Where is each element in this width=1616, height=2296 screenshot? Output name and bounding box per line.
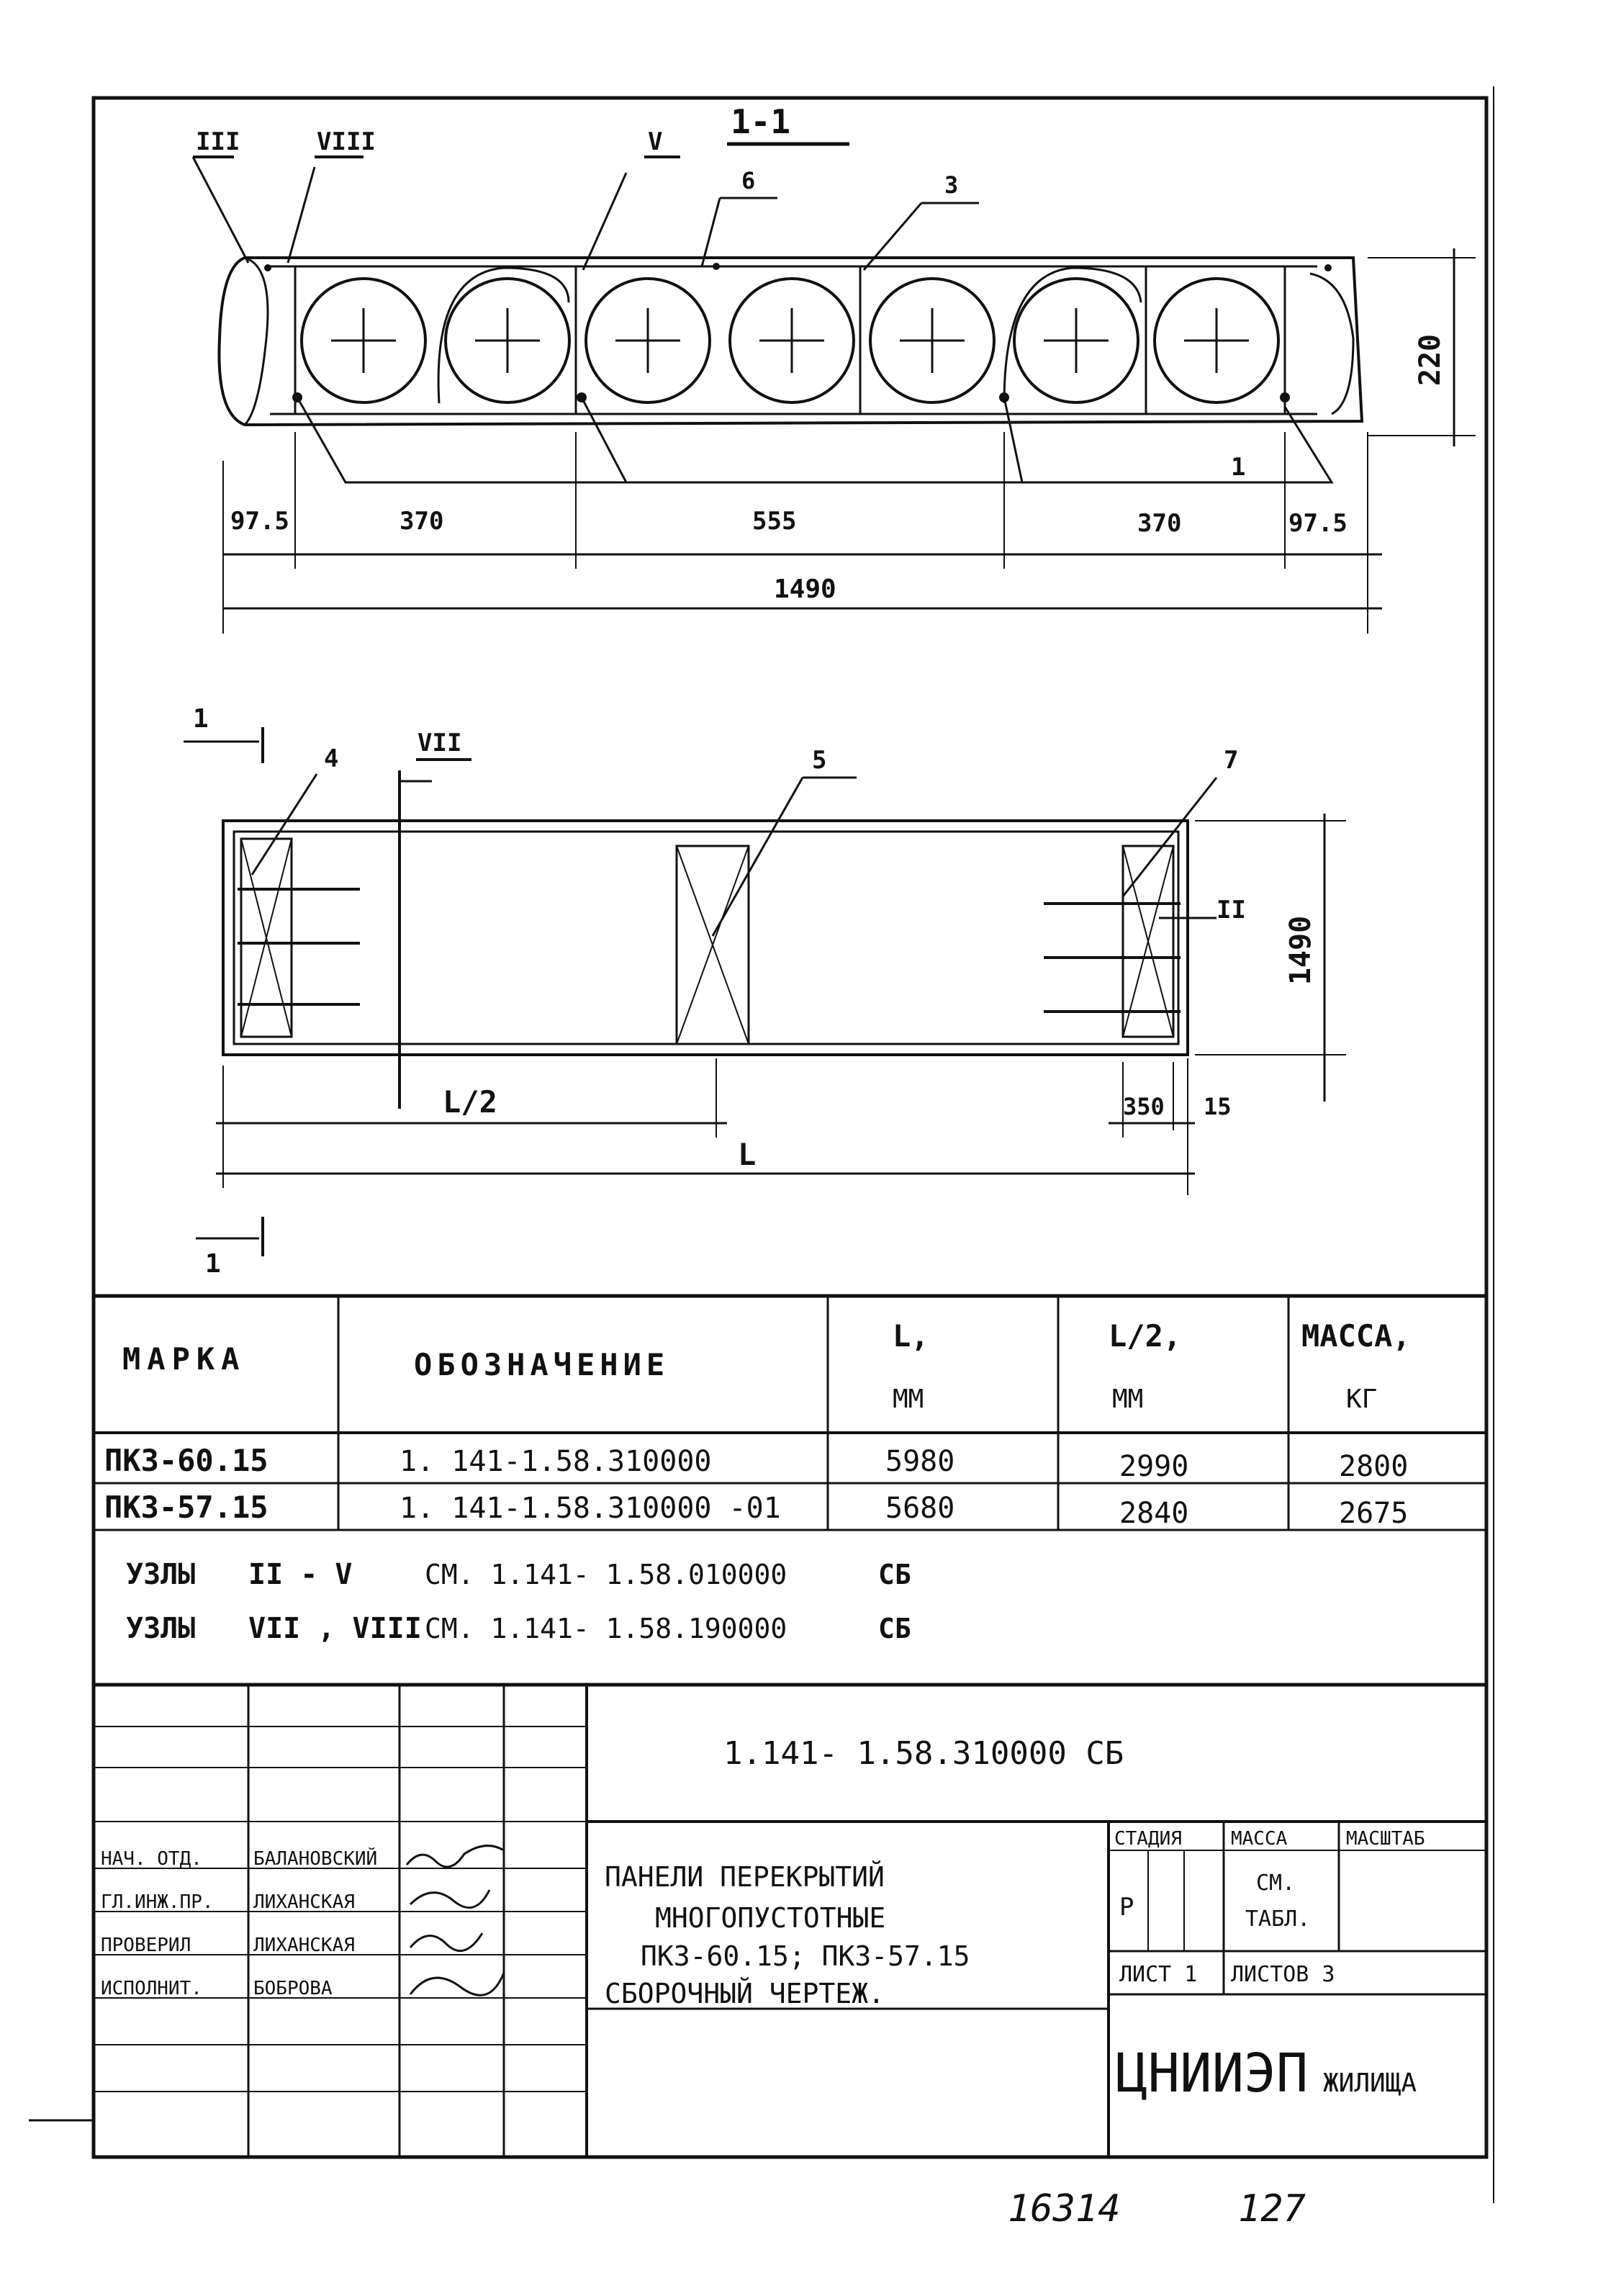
row1-mass: 2800 (1339, 1450, 1409, 1483)
title-line-1: ПАНЕЛИ ПЕРЕКРЫТИЙ (605, 1861, 885, 1893)
spec-table (94, 1296, 1486, 1530)
note2-label: УЗЛЫ (126, 1612, 196, 1645)
dim-15: 15 (1204, 1093, 1232, 1120)
row1-l: 5980 (885, 1445, 955, 1478)
row2-l: 5680 (885, 1492, 955, 1525)
callout-1: 1 (1231, 453, 1246, 482)
section-view (193, 102, 1476, 634)
callout-iii: III (196, 127, 240, 156)
dim-l: L (738, 1137, 757, 1172)
org-logo: ЦНИИЭП (1116, 2043, 1309, 2104)
header-l-unit: ММ (893, 1385, 924, 1414)
footer-number-2: 127 (1238, 2187, 1306, 2230)
header-mass-unit: КГ (1346, 1385, 1378, 1414)
name-2: ЛИХАНСКАЯ (253, 1891, 355, 1913)
title-line-2: МНОГОПУСТОТНЫЕ (655, 1902, 886, 1934)
note2-ref: СМ. 1.141- 1.58.190000 (425, 1613, 787, 1644)
header-mark: МАРКА (122, 1341, 246, 1377)
callout-4: 4 (324, 744, 339, 773)
height-dim: 220 (1414, 333, 1447, 387)
doc-code: 1.141- 1.58.310000 СБ (723, 1735, 1124, 1772)
dim-555: 555 (752, 507, 797, 536)
row2-designation: 1. 141-1.58.310000 -01 (400, 1492, 781, 1525)
stage-header: СТАДИЯ (1114, 1828, 1182, 1850)
header-l: L, (893, 1318, 929, 1354)
name-3: ЛИХАНСКАЯ (253, 1935, 355, 1956)
note1-ref: СМ. 1.141- 1.58.010000 (425, 1559, 787, 1590)
note2-nodes: VII , VIII (248, 1612, 422, 1645)
role-chief-engineer: ГЛ.ИНЖ.ПР. (101, 1891, 214, 1913)
row1-mark: ПК3-60.15 (104, 1443, 268, 1478)
note1-nodes: II - V (248, 1558, 353, 1591)
plan-width-dim: 1490 (1284, 915, 1317, 986)
title-line-3: ПК3-60.15; ПК3-57.15 (641, 1940, 970, 1972)
title-block (94, 1685, 1486, 2157)
row2-mark: ПК3-57.15 (104, 1490, 268, 1525)
mass-header: МАССА (1231, 1828, 1288, 1850)
dim-370-right: 370 (1137, 509, 1182, 538)
name-4: БОБРОВА (253, 1978, 333, 1999)
mass-value-1: СМ. (1256, 1870, 1296, 1896)
role-executor: ИСПОЛНИТ. (101, 1978, 202, 1999)
header-l-half: L/2, (1109, 1318, 1182, 1354)
note2-suffix: СБ (878, 1613, 911, 1644)
dim-97-5-left: 97.5 (230, 507, 289, 536)
sheet-number: ЛИСТ 1 (1119, 1962, 1198, 1987)
header-designation: ОБОЗНАЧЕНИЕ (414, 1347, 670, 1382)
callout-viii: VIII (317, 127, 376, 156)
callout-v: V (648, 127, 663, 156)
footer-number-1: 16314 (1008, 2187, 1121, 2230)
cut-label-bottom: 1 (205, 1249, 221, 1279)
title-line-4: СБОРОЧНЫЙ ЧЕРТЕЖ. (605, 1978, 885, 2009)
row1-l-half: 2990 (1119, 1450, 1189, 1483)
hollow-voids (302, 268, 1278, 403)
header-l-half-unit: ММ (1112, 1385, 1144, 1414)
note1-label: УЗЛЫ (126, 1558, 196, 1591)
dim-350: 350 (1123, 1093, 1165, 1120)
note1-suffix: СБ (878, 1559, 911, 1590)
row2-l-half: 2840 (1119, 1497, 1189, 1530)
scale-header: МАСШТАБ (1346, 1828, 1425, 1850)
dim-1490: 1490 (774, 575, 836, 604)
section-label: 1-1 (731, 102, 791, 141)
header-mass: МАССА, (1301, 1318, 1411, 1354)
row1-designation: 1. 141-1.58.310000 (400, 1445, 712, 1478)
stage-value: Р (1119, 1893, 1134, 1922)
role-head-dept: НАЧ. ОТД. (101, 1848, 202, 1870)
name-1: БАЛАНОВСКИЙ (253, 1848, 378, 1870)
callout-ii: II (1216, 896, 1246, 924)
dim-97-5-right: 97.5 (1288, 509, 1348, 538)
dim-370-left: 370 (400, 507, 444, 536)
callout-3: 3 (944, 171, 959, 199)
mass-value-2: ТАБЛ. (1245, 1906, 1311, 1932)
cut-label-top: 1 (193, 704, 209, 734)
plan-view (184, 704, 1346, 1279)
sheets-total: ЛИСТОВ 3 (1231, 1962, 1335, 1987)
row2-mass: 2675 (1339, 1497, 1409, 1530)
callout-vii: VII (417, 729, 462, 757)
role-checked: ПРОВЕРИЛ (101, 1935, 191, 1956)
callout-7: 7 (1224, 746, 1239, 775)
callout-6: 6 (741, 167, 756, 194)
dim-l-half: L/2 (443, 1084, 497, 1120)
org-logo-suffix: ЖИЛИЩА (1323, 2068, 1417, 2098)
callout-5: 5 (812, 746, 827, 775)
node-notes (126, 1558, 911, 1645)
